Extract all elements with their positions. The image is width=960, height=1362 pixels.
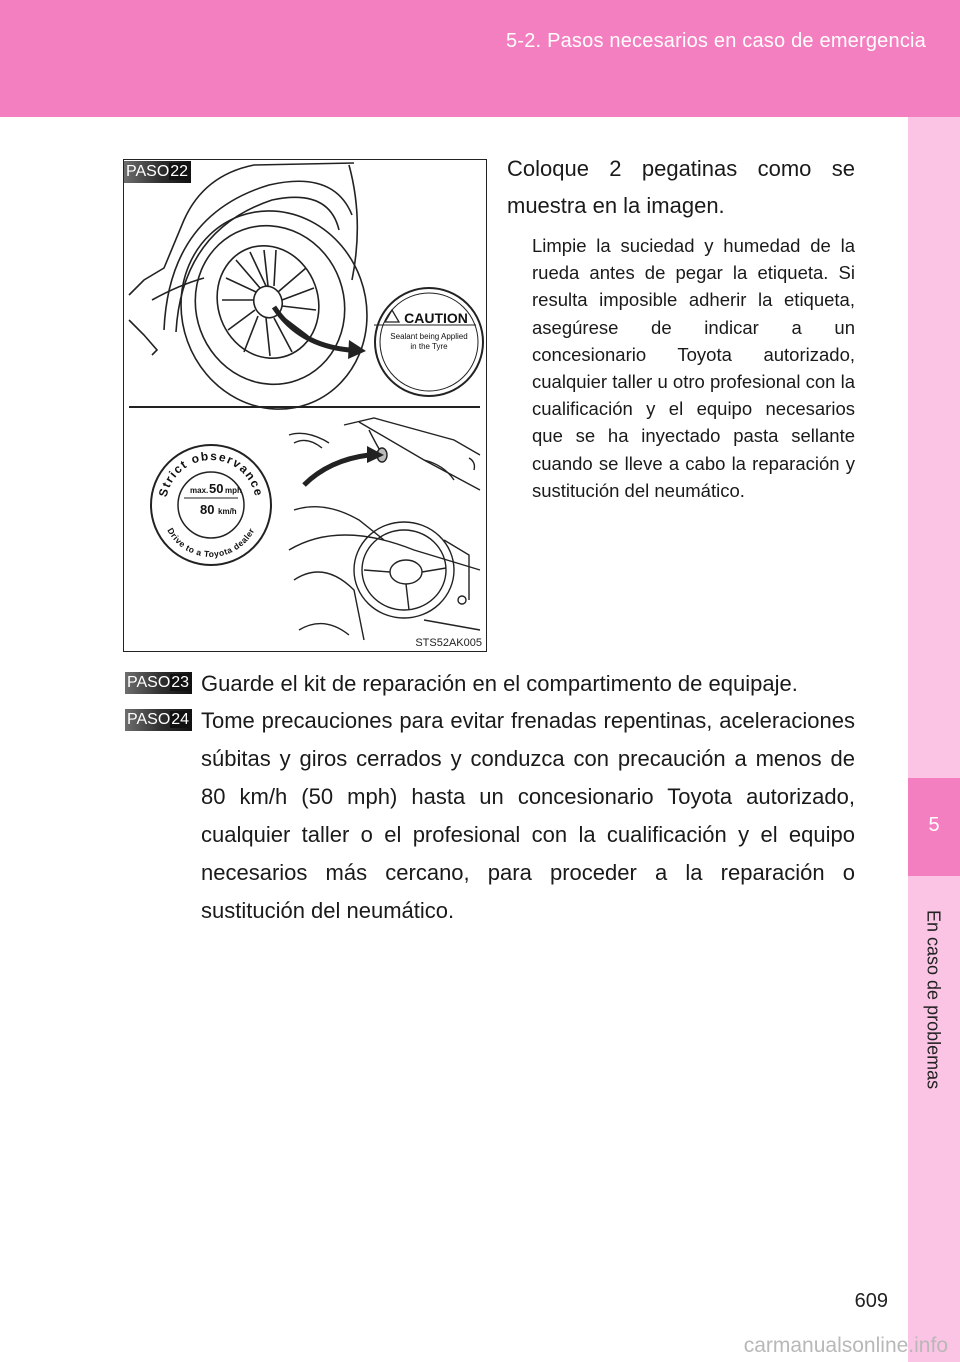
watermark-link[interactable]: carmanualsonline.info <box>743 1334 948 1357</box>
page-header <box>0 0 960 117</box>
step-badge-word: PASO <box>127 674 171 691</box>
caution-line1: Sealant being Applied <box>390 332 468 341</box>
step-badge-number: 24 <box>171 711 190 728</box>
page-number: 609 <box>854 1290 888 1312</box>
sticker-placement-figure <box>123 159 487 652</box>
caution-line2: in the Tyre <box>410 342 448 351</box>
speed-mph-value: 50 <box>209 481 224 496</box>
step-23-text: Guarde el kit de reparación en el compartimento de equipaje. <box>201 671 798 696</box>
chapter-side-tab <box>908 117 960 1362</box>
speed-max-label: max. <box>190 486 209 495</box>
step-badge-22 <box>124 161 191 183</box>
figure-illustration <box>124 160 486 651</box>
speed-kmh-value: 80 <box>200 502 215 517</box>
step-badge-number: 23 <box>171 674 190 691</box>
speed-arc-top: Strict observance <box>155 448 267 499</box>
chapter-number: 5 <box>928 814 940 836</box>
caution-heading: CAUTION <box>404 310 468 326</box>
figure-code: STS52AK005 <box>415 637 482 649</box>
step-badge-24 <box>125 709 192 731</box>
step-24-text: Tome precauciones para evitar frenadas repentinas, aceleraciones súbitas y giros cerrados y conduzca con precaución a menos de 80 km/h (50 mph) hasta un concesionario Toyota autorizado, cualquier taller o el profesional con la cualificación y el equipo necesarios más cercano, para proceder a la reparación o sustitución del neumático. <box>201 708 855 923</box>
step-badge-word: PASO <box>127 711 171 728</box>
chapter-label: En caso de problemas <box>923 910 944 1090</box>
step-badge-number: 22 <box>170 163 189 180</box>
speed-kmh-unit: km/h <box>218 507 237 516</box>
section-title: 5-2. Pasos necesarios en caso de emergencia <box>506 30 926 52</box>
speed-arc-bottom: Drive to a Toyota dealer <box>165 526 257 560</box>
chapter-tab-active <box>908 778 960 876</box>
step-badge-23 <box>125 672 192 694</box>
step-22-note: Limpie la suciedad y humedad de la rueda antes de pegar la etiqueta. Si resulta imposible adherir la etiqueta, asegúrese de indicar a un concesionario Toyota autorizado, cualquier taller u otro profesional con la cualificación y el equipo necesarios que se ha inyectado pasta sellante cuando se lleve a cabo la reparación y sustitución del neumático. <box>532 235 855 501</box>
speed-mph-unit: mph <box>225 486 242 495</box>
step-badge-word: PASO <box>126 163 170 180</box>
step-22-text: Coloque 2 pegatinas como se muestra en la imagen. <box>507 156 855 218</box>
